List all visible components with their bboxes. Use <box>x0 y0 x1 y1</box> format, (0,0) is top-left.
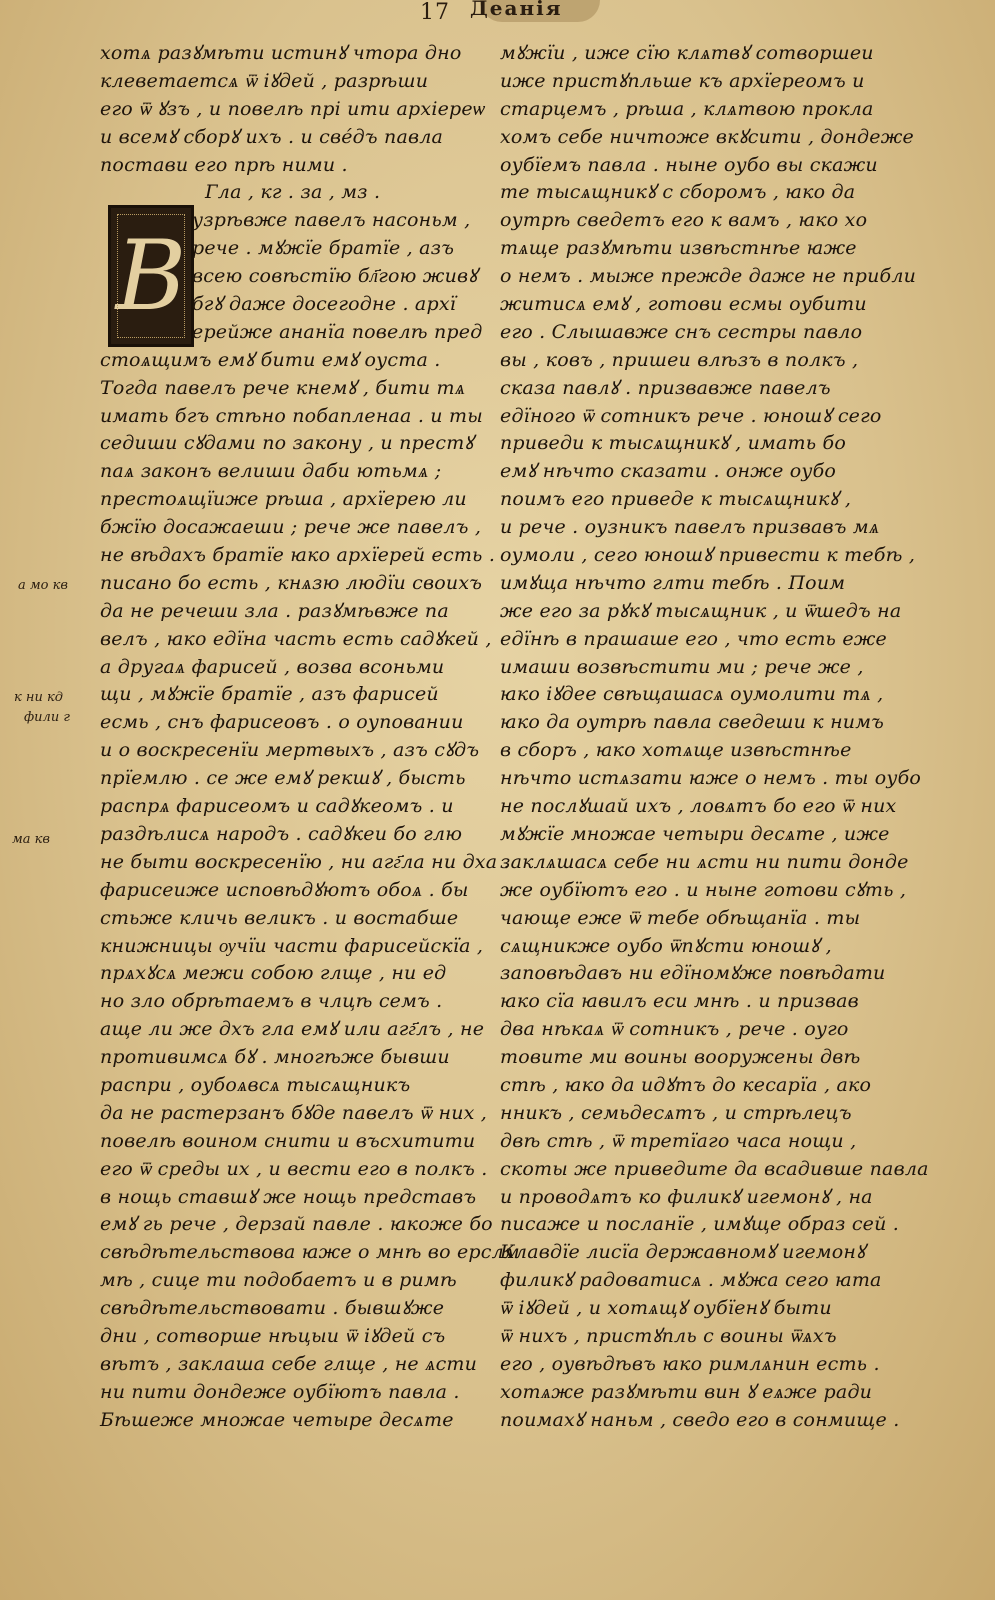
margin-note: а мо кв <box>18 578 68 593</box>
left-text-line: раздѣлисѧ народъ . садꙋкеи бо глю <box>100 822 463 845</box>
left-text-line: Бѣшеже множае четыре десѧте <box>100 1408 454 1431</box>
left-text-line: свѣдѣтельствовати . бывшꙋже <box>100 1297 445 1320</box>
left-text-line: клеветаетсѧ ѿ іꙋдей , разрѣши <box>100 69 429 92</box>
right-text-line: вы , ковъ , пришеи влѣзъ в полкъ , <box>500 348 859 371</box>
left-text-line: аще ли же дхъ гла емꙋ или агг҃лъ , не <box>100 1018 485 1041</box>
right-text-line: сказа павлꙋ . призвавже павелъ <box>500 376 831 399</box>
right-text-line: его , оувѣдѣвъ ꙗко римлѧнин есть . <box>500 1352 880 1375</box>
right-text-line: едїного ѿ сотникъ рече . юношꙋ сего <box>500 404 882 427</box>
left-text-line: хотѧ разꙋмѣти истинꙋ чтора дно <box>100 42 462 64</box>
right-text-line: хомъ себе ничтоже вкꙋсити , дондеже <box>500 125 914 148</box>
left-text-line: емꙋ гь рече , дерзай павле . ꙗкоже бо <box>100 1213 493 1236</box>
right-text-line: заклѧшасѧ себе ни ѧсти ни пити донде <box>500 850 909 873</box>
right-text-line: ꙗко сїа ꙗвилъ еси мнѣ . и призвав <box>500 990 859 1013</box>
right-text-line: Клавдїе лисїа державномꙋ игемонꙋ <box>500 1241 866 1264</box>
left-text-line: да не растерзанъ бꙋде павелъ ѿ них , <box>100 1101 488 1124</box>
left-text-line: стоѧщимъ емꙋ бити емꙋ оуста . <box>100 348 441 371</box>
left-text-line: ерейже ананїа повелѣ пред <box>192 320 483 343</box>
right-text-line: два нѣкаѧ ѿ сотникъ , рече . оуго <box>500 1018 849 1041</box>
left-text-line: седиши сꙋдами по закону , и престꙋ <box>100 432 474 455</box>
right-text-line: заповѣдавъ ни едїномꙋже повѣдати <box>500 962 886 985</box>
right-text-line: имꙋща нѣчто глти тебѣ . Поим <box>500 571 846 594</box>
left-text-line: а другаѧ фарисей , возва всоньми <box>100 655 445 678</box>
left-text-line: в нощь ставшꙋ же нощь представъ <box>100 1185 477 1208</box>
right-text-line: и проводѧтъ ко филикꙋ игемонꙋ , на <box>500 1185 873 1208</box>
right-text-line: емꙋ нѣчто сказати . онже оубо <box>500 460 837 483</box>
left-text-line: есмь , снъ фарисеовъ . о оуповании <box>100 711 464 734</box>
left-text-line: да не речеши зла . разꙋмѣвже па <box>100 599 449 622</box>
right-text-line: мꙋжїе множае четыри десѧте , иже <box>500 822 890 845</box>
margin-note: к ни кд <box>14 690 63 705</box>
left-text-line: Тогда павелъ рече кнемꙋ , бити тѧ <box>100 376 466 399</box>
left-text-line: противимсѧ бꙋ . многѣже бывши <box>100 1046 450 1069</box>
left-text-line: рече . мꙋжїе братїе , азъ <box>192 237 455 260</box>
left-text-line: повелѣ воином снити и въсхитити <box>100 1129 476 1152</box>
left-text-line: всею совѣстїю бл҃гою живꙋ <box>192 265 478 288</box>
right-text-line: приведи к тысѧщникꙋ , имать бо <box>500 432 846 455</box>
left-text-line: дни , сотворше нѣцыи ѿ іꙋдей съ <box>100 1324 446 1347</box>
right-text-line: сѧщникже оубо ѿпꙋсти юношꙋ , <box>500 934 832 957</box>
right-text-line: мꙋжїи , иже сїю клѧтвꙋ сотворшеи <box>500 42 874 64</box>
left-text-line: ни пити дондеже оубїютъ павла . <box>100 1380 460 1403</box>
left-text-line: Гла , кг . за , мз . <box>205 181 381 204</box>
left-text-line: мѣ , сице ти подобаетъ и в римѣ <box>100 1269 457 1292</box>
right-text-line: не послꙋшай ихъ , ловѧтъ бо его ѿ них <box>500 795 897 818</box>
left-text-line: и о воскресенїи мертвыхъ , азъ сꙋдъ <box>100 739 480 762</box>
left-text-line: свѣдѣтельствова ꙗже о мнѣ во ерслм <box>100 1241 520 1264</box>
margin-note: ма кв <box>12 832 50 847</box>
left-text-line: вѣтъ , заклаша себе глще , не ѧсти <box>100 1352 478 1375</box>
ornamental-drop-cap: В <box>108 205 194 347</box>
left-text-line: узрѣвже павелъ насоньм , <box>192 209 471 232</box>
left-text-line: щи , мꙋжїе братїе , азъ фарисей <box>100 683 439 706</box>
right-text-line: житисѧ емꙋ , готови есмы оубити <box>500 293 867 316</box>
right-text-line: иже пристꙋпльше къ архїереомъ и <box>500 69 865 92</box>
right-column <box>500 40 929 1435</box>
left-text-line: но зло обрѣтаемъ в члцѣ семъ . <box>100 990 443 1013</box>
left-text-line: книжницы ѹчїи части фарисейскїа , <box>100 934 484 957</box>
right-text-line: тѧще разꙋмѣти извѣстнѣе ꙗже <box>500 237 857 260</box>
right-text-line: старцемъ , рѣша , клѧтвою прокла <box>500 97 874 120</box>
left-text-line: прїемлю . се же емꙋ рекшꙋ , бысть <box>100 767 466 790</box>
left-text-line: стьже кличь великъ . и востабше <box>100 906 459 929</box>
right-text-line: поимахꙋ наньм , сведо его в сонмище . <box>500 1408 900 1431</box>
right-text-line: стѣ , ꙗко да идꙋтъ до кесарїа , ако <box>500 1073 872 1096</box>
right-text-line: оумоли , сего юношꙋ привести к тебѣ , <box>500 544 916 567</box>
left-text-line: велъ , ꙗко едїна часть есть садꙋкей , <box>100 627 492 650</box>
left-text-line: не вѣдахъ братїе ꙗко архїерей есть . <box>100 544 496 567</box>
right-text-line: те тысѧщникꙋ с сборомъ , ꙗко да <box>500 181 856 204</box>
right-text-line: и рече . оузникъ павелъ призвавъ мѧ <box>500 516 880 539</box>
right-text-line: о немъ . мыже прежде даже не прибли <box>500 265 917 288</box>
right-text-line: ѿ іꙋдей , и хотѧщꙋ оубїенꙋ быти <box>500 1297 832 1320</box>
folio-number: 17 <box>420 0 450 25</box>
left-text-line: престоѧщїиже рѣша , архїерею ли <box>100 488 467 511</box>
left-text-line: бгꙋ даже досегодне . архї <box>192 293 457 316</box>
right-text-line: нникъ , семьдесѧтъ , и стрѣлецъ <box>500 1101 852 1124</box>
running-head: Деанія <box>470 0 563 20</box>
right-text-line: товите ми воины вооружены двѣ <box>500 1046 861 1069</box>
right-text-line: чающе еже ѿ тебе обѣщанїа . ты <box>500 906 861 929</box>
left-text-line: постави его прѣ ними . <box>100 153 348 176</box>
right-text-line: ꙗко іꙋдее свѣщашасѧ оумолити тѧ , <box>500 683 884 706</box>
left-text-line: его ѿ ꙋзъ , и повелѣ прі ити архіереѡ <box>100 97 486 120</box>
left-text-line: распрѧ фарисеомъ и садꙋкеомъ . и <box>100 795 454 818</box>
right-text-line: имаши возвѣстити ми ; рече же , <box>500 655 864 678</box>
left-text-line: распри , оубоѧвсѧ тысѧщникъ <box>100 1073 411 1096</box>
right-text-line: ꙗко да оутрѣ павла сведеши к нимъ <box>500 711 885 734</box>
right-text-line: филикꙋ радоватисѧ . мꙋжа сего ꙗта <box>500 1269 882 1292</box>
right-text-line: оубїемъ павла . ныне оубо вы скажи <box>500 153 878 176</box>
right-text-line: же его за рꙋкꙋ тысѧщник , и ѿшедъ на <box>500 599 902 622</box>
left-text-line: его ѿ среды их , и вести его в полкъ . <box>100 1157 488 1180</box>
right-text-line: поимъ его приведе к тысѧщникꙋ , <box>500 488 852 511</box>
right-text-line: хотѧже разꙋмѣти вин ꙋ еѧже ради <box>500 1380 873 1403</box>
left-text-line: прѧхꙋсѧ межи собою глще , ни ед <box>100 962 447 985</box>
right-text-line: в сборъ , ꙗко хотѧще извѣстнѣе <box>500 739 852 762</box>
margin-note: фили г <box>24 710 70 725</box>
right-text-line: же оубїютъ его . и ныне готови сꙋть , <box>500 878 907 901</box>
right-text-line: его . Слышавже снъ сестры павло <box>500 320 863 343</box>
left-text-line: не быти воскресенїю , ни агг҃ла ни дха . <box>100 850 510 873</box>
right-text-line: нѣчто истѧзати ꙗже о немъ . ты оубо <box>500 767 922 790</box>
left-column <box>100 40 520 1435</box>
right-text-line: оутрѣ сведетъ его к вамъ , ꙗко хо <box>500 209 868 232</box>
right-text-line: едїнѣ в прашаше его , что есть еже <box>500 627 888 650</box>
left-text-line: имать бгъ стѣно побапленаа . и ты <box>100 404 483 427</box>
left-text-line: фарисеиже исповѣдꙋютъ обоѧ . бы <box>100 878 469 901</box>
right-text-line: ѿ нихъ , пристꙋпль с воины ѿѧхъ <box>500 1324 837 1347</box>
left-text-line: и всемꙋ сборꙋ ихъ . и све́дъ павла <box>100 125 444 148</box>
left-text-line: бжїю досажаеши ; рече же павелъ , <box>100 516 482 539</box>
right-text-line: писаже и посланїе , имꙋще образ сей . <box>500 1213 900 1236</box>
right-text-line: скоты же приведите да всадивше павла <box>500 1157 929 1180</box>
left-text-line: писано бо есть , кнѧзю людїи своихъ <box>100 571 483 594</box>
right-text-line: двѣ стѣ , ѿ третїаго часа нощи , <box>500 1129 857 1152</box>
left-text-line: паѧ законъ велиши даби ютьмѧ ; <box>100 460 442 483</box>
